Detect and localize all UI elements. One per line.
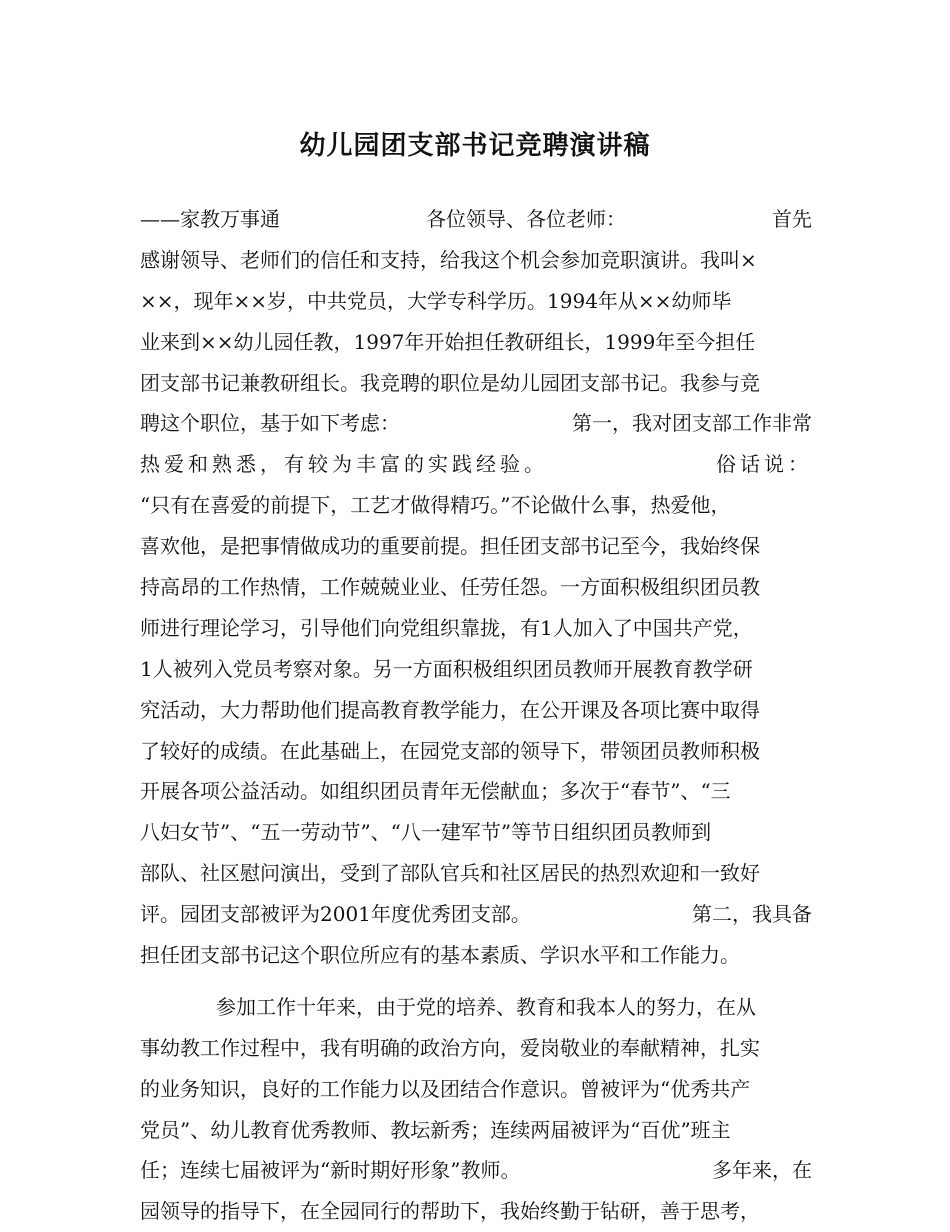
- text-segment: 聘这个职位，基于如下考虑：: [140, 411, 400, 436]
- text-segment: 师进行理论学习，引导他们向党组织靠拢，有1人加入了中国共产党，: [140, 615, 753, 640]
- text-segment: 开展各项公益活动。如组织团员青年无偿献血；多次于“春节”、“三: [140, 779, 731, 804]
- text-line: [140, 199, 812, 240]
- text-line: [140, 987, 812, 1028]
- paragraph-gap: [140, 976, 812, 987]
- text-segment: 八妇女节”、“五一劳动节”、“八一建军节”等节日组织团员教师到: [140, 820, 712, 845]
- text-line: [140, 240, 812, 281]
- text-line: [140, 812, 812, 853]
- text-segment: 参加工作十年来，由于党的培养、教育和我本人的努力，在从: [216, 994, 756, 1019]
- text-segment: 担任团支部书记这个职位所应有的基本素质、学识水平和工作能力。: [140, 943, 740, 968]
- text-segment: 事幼教工作过程中，我有明确的政治方向，爱岗敬业的奉献精神，扎实: [140, 1035, 760, 1060]
- text-line: [140, 853, 812, 894]
- text-line: [140, 771, 812, 812]
- text-line: [140, 1069, 812, 1110]
- text-line: [140, 322, 812, 363]
- text-segment: 的业务知识，良好的工作能力以及团结合作意识。曾被评为“优秀共产: [140, 1076, 751, 1101]
- text-segment: 评。园团支部被评为2001年度优秀团支部。: [140, 902, 531, 927]
- text-segment: 1人被列入党员考察对象。另一方面积极组织团员教师开展教育教学研: [140, 656, 753, 681]
- document-body: [140, 199, 812, 1232]
- text-segment: 多年来，在: [712, 1158, 812, 1183]
- text-line: [140, 1150, 812, 1191]
- text-segment: 了较好的成绩。在此基础上，在园党支部的领导下，带领团员教师积极: [140, 738, 760, 763]
- text-segment: 第二，我具备: [692, 902, 812, 927]
- text-segment: 热爱和熟悉，有较为丰富的实践经验。: [140, 452, 548, 477]
- text-line: [140, 690, 812, 731]
- text-line: [140, 1191, 812, 1232]
- text-line: [140, 526, 812, 567]
- text-segment: 园领导的指导下，在全园同行的帮助下，我始终勤于钻研，善于思考，: [140, 1199, 760, 1224]
- text-segment: 首先: [772, 207, 812, 231]
- text-segment: ××，现年××岁，中共党员，大学专科学历。1994年从××幼师毕: [140, 288, 732, 313]
- text-segment: 俗话说：: [716, 452, 812, 477]
- text-line: [140, 935, 812, 976]
- text-line: [140, 444, 812, 485]
- text-segment: 党员”、幼儿教育优秀教师、教坛新秀；连续两届被评为“百优”班主: [140, 1117, 731, 1142]
- text-segment: 部队、社区慰问演出，受到了部队官兵和社区居民的热烈欢迎和一致好: [140, 861, 760, 886]
- text-segment: “只有在喜爱的前提下，工艺才做得精巧。”不论做什么事，热爱他，: [140, 493, 731, 518]
- text-segment: 喜欢他，是把事情做成功的重要前提。担任团支部书记至今，我始终保: [140, 534, 760, 559]
- text-line: [140, 608, 812, 649]
- text-line: [140, 281, 812, 322]
- text-segment: 任；连续七届被评为“新时期好形象”教师。: [140, 1158, 521, 1183]
- text-line: [140, 485, 812, 526]
- text-segment: 团支部书记兼教研组长。我竞聘的职位是幼儿园团支部书记。我参与竞: [140, 370, 760, 395]
- text-segment: 持高昂的工作热情，工作兢兢业业、任劳任怨。一方面积极组织团员教: [140, 575, 760, 600]
- author-line: ——家教万事通: [140, 207, 280, 231]
- text-line: [140, 403, 812, 444]
- text-line: [140, 649, 812, 690]
- text-segment: 究活动，大力帮助他们提高教育教学能力，在公开课及各项比赛中取得: [140, 697, 760, 722]
- text-line: [140, 731, 812, 772]
- document-title: 幼儿园团支部书记竞聘演讲稿: [299, 131, 651, 161]
- text-line: [140, 1110, 812, 1151]
- salutation: 各位领导、各位老师：: [426, 207, 626, 231]
- text-segment: 感谢领导、老师们的信任和支持，给我这个机会参加竞职演讲。我叫×: [140, 247, 757, 272]
- text-line: [140, 363, 812, 404]
- paragraph-indent: [140, 987, 216, 1028]
- text-line: [140, 1028, 812, 1069]
- text-line: [140, 894, 812, 935]
- text-segment: 第一，我对团支部工作非常: [572, 411, 812, 436]
- text-segment: 业来到××幼儿园任教，1997年开始担任教研组长，1999年至今担任: [140, 329, 756, 354]
- text-line: [140, 567, 812, 608]
